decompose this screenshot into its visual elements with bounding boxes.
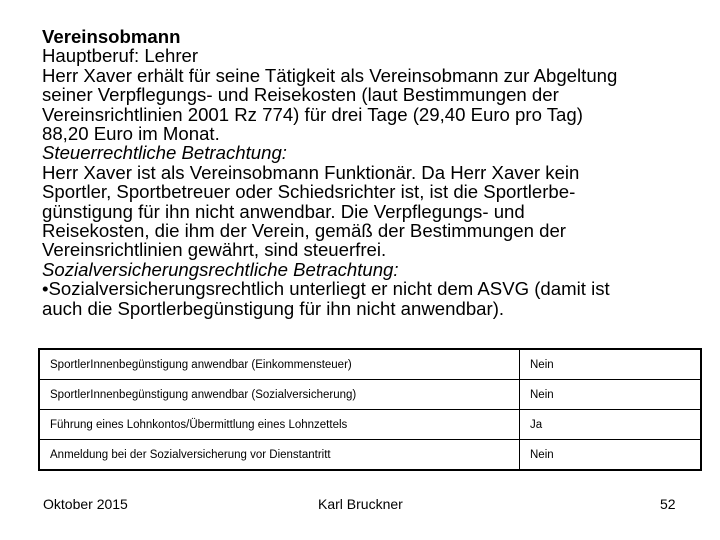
row-value: Nein [520, 380, 702, 410]
tax-line: Herr Xaver ist als Vereinsobmann Funktionär. Da Herr Xaver kein [42, 161, 580, 183]
table-row [39, 349, 701, 380]
tax-line: Vereinsrichtlinien gewährt, sind steuerfrei. [42, 239, 387, 261]
slide-heading: Vereinsobmann [42, 26, 181, 47]
tax-heading: Steuerrechtliche Betrachtung: [42, 142, 287, 164]
page-number: 52 [660, 496, 676, 512]
body-line: Herr Xaver erhält für seine Tätigkeit als Vereinsobmann zur Abgeltung [42, 64, 618, 86]
summary-table [38, 348, 702, 471]
table-row [39, 440, 701, 471]
row-label: SportlerInnenbegünstigung anwendbar (Sozialversicherung) [39, 380, 520, 410]
tax-line: Reisekosten, die ihm der Verein, gemäß der Bestimmungen der [42, 220, 566, 242]
tax-line: günstigung für ihn nicht anwendbar. Die Verpflegungs- und [42, 200, 525, 222]
tax-line: Sportler, Sportbetreuer oder Schiedsrichter ist, ist die Sportlerbe- [42, 181, 576, 203]
row-label: Führung eines Lohnkontos/Übermittlung eines Lohnzettels [39, 410, 520, 440]
row-label: SportlerInnenbegünstigung anwendbar (Einkommensteuer) [39, 349, 520, 380]
footer-author: Karl Bruckner [318, 496, 403, 512]
row-value: Nein [520, 349, 702, 380]
footer-date: Oktober 2015 [43, 496, 128, 512]
social-line: •Sozialversicherungsrechtlich unterliegt er nicht dem ASVG (damit ist [42, 278, 610, 300]
row-value: Ja [520, 410, 702, 440]
row-label: Anmeldung bei der Sozialversicherung vor Dienstantritt [39, 440, 520, 471]
body-line: Vereinsrichtlinien 2001 Rz 774) für drei Tage (29,40 Euro pro Tag) [42, 103, 583, 125]
body-line: seiner Verpflegungs- und Reisekosten (laut Bestimmungen der [42, 84, 559, 106]
table-row [39, 410, 701, 440]
body-line: 88,20 Euro im Monat. [42, 123, 220, 145]
social-heading: Sozialversicherungsrechtliche Betrachtung: [42, 258, 399, 280]
social-line: auch die Sportlerbegünstigung für ihn nicht anwendbar). [42, 297, 505, 319]
row-value: Nein [520, 440, 702, 471]
body-line: Hauptberuf: Lehrer [42, 45, 199, 67]
slide-body [42, 27, 682, 318]
table-row [39, 380, 701, 410]
